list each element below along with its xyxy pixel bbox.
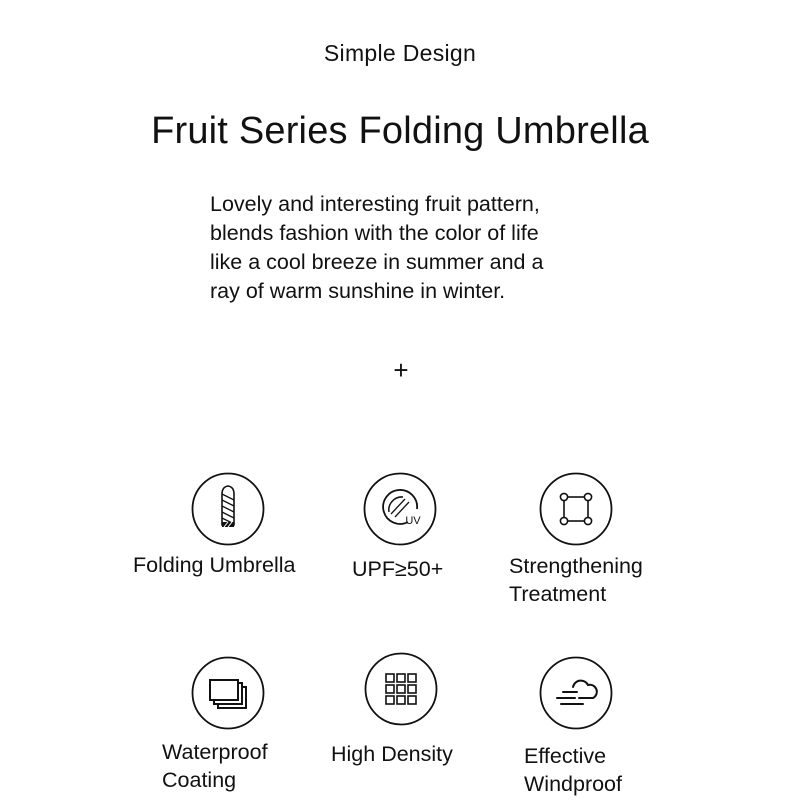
feature-label-waterproof-coating: Waterproof Coating: [162, 740, 268, 792]
subtitle: Simple Design: [323, 40, 477, 66]
description-line: like a cool breeze in summer and a: [210, 250, 544, 274]
description-line: ray of warm sunshine in winter.: [210, 279, 506, 303]
stacked-layers-icon: [191, 656, 265, 730]
fabric-grid-icon: [364, 652, 438, 726]
feature-label-upf: UPF≥50+: [352, 557, 444, 581]
uv-icon-text: UV: [405, 515, 421, 527]
uv-protection-icon: [363, 472, 437, 546]
plus-divider: +: [393, 355, 409, 385]
feature-label-high-density: High Density: [331, 742, 453, 766]
description-line: Lovely and interesting fruit pattern,: [210, 192, 540, 216]
feature-label-folding-umbrella: Folding Umbrella: [133, 553, 296, 577]
frame-nodes-icon: [539, 472, 613, 546]
folded-umbrella-icon: [191, 472, 265, 546]
wind-cloud-icon: [539, 656, 613, 730]
page-title: Fruit Series Folding Umbrella: [151, 110, 649, 152]
feature-label-strengthening-treatment: Strengthening Treatment: [509, 554, 643, 606]
feature-label-effective-windproof: Effective Windproof: [524, 744, 622, 796]
description-line: blends fashion with the color of life: [210, 221, 539, 245]
description: [210, 190, 630, 306]
